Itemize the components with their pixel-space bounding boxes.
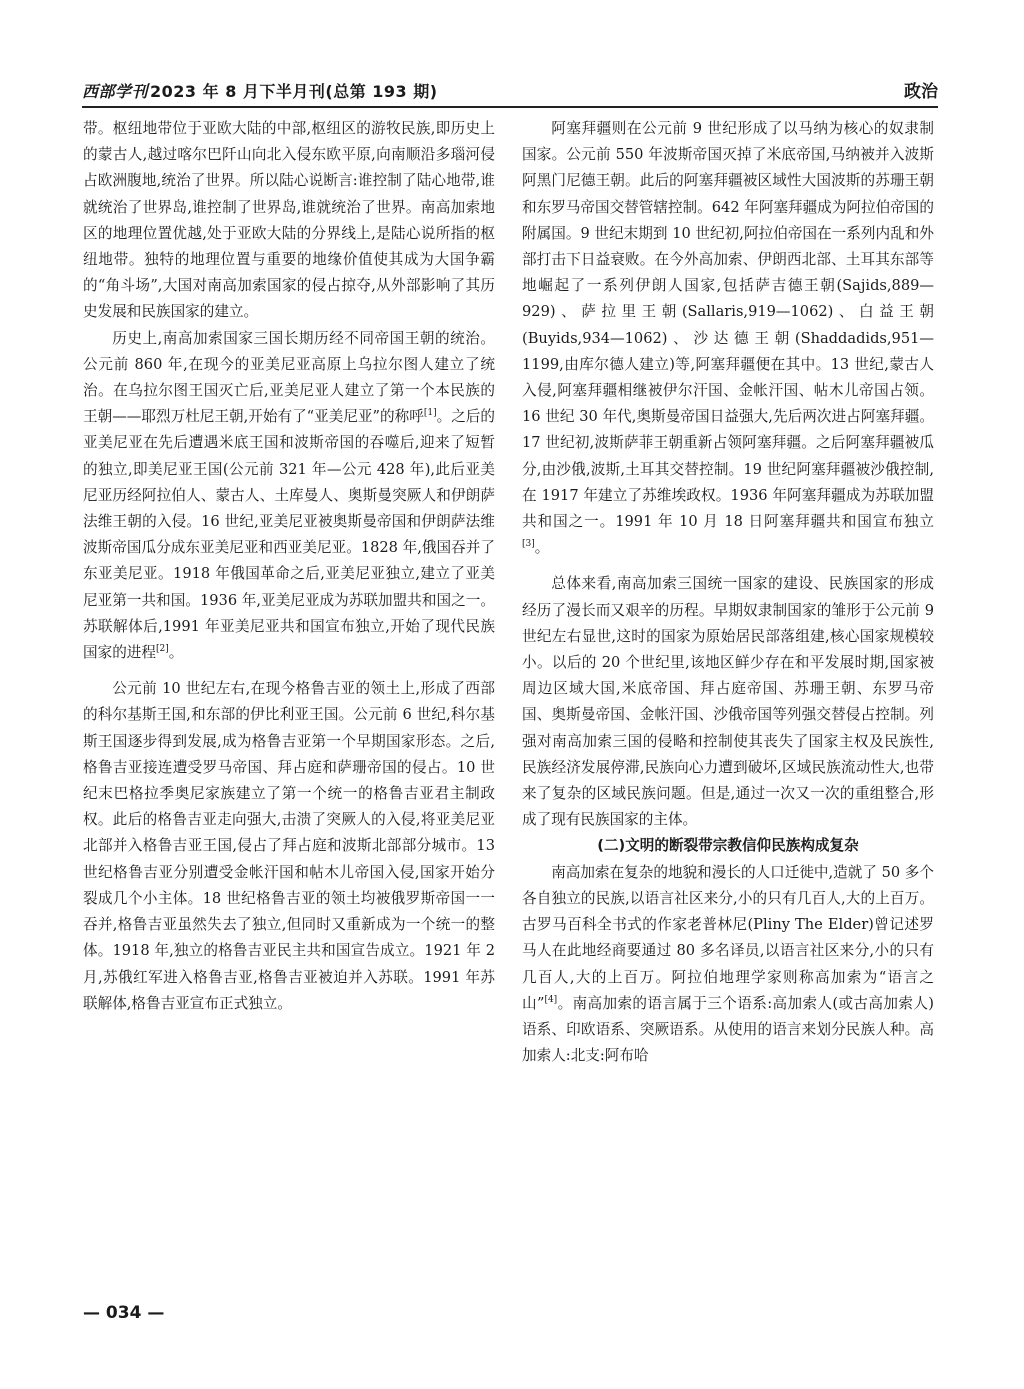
citation: [2] (155, 644, 169, 655)
journal-issue (82, 79, 438, 102)
page-number: — 034 — (83, 1303, 165, 1323)
issue-label: 2023 年 8 月下半月刊(总第 193 期) (150, 82, 438, 101)
citation: [3] (522, 539, 535, 550)
paragraph: 南高加索在复杂的地貌和漫长的人口迁徙中,造就了 50 多个各自独立的民族,以语言社区来分,小的只有几百人,大的上百万。古罗马百科全书式的作家老普林尼(Pliny The Elder)曾记述罗马人在此地经商要通过 80 多名译员,以语言社区来分,小的只有几百人,大的上百万。阿拉伯地理学家则称高加索为“语言之山”[4]。南高加索的语言属于三个语系:高加索人(或古高加索人)语系、印欧语系、突厥语系。从使用的语言来划分民族人种。高加索人:北支:阿布哈 (522, 863, 934, 1065)
section-heading: (二)文明的断裂带宗教信仰民族构成复杂 (597, 837, 859, 855)
citation: [1] (423, 408, 437, 419)
section-label: 政治 (904, 82, 938, 102)
paragraph: 带。枢纽地带位于亚欧大陆的中部,枢纽区的游牧民族,即历史上的蒙古人,越过喀尔巴阡山向北入侵东欧平原,向南顺沿多瑙河侵占欧洲腹地,统治了世界。所以陆心说断言:谁控制了陆心地带,谁就统治了世界岛,谁控制了世界岛,谁就统治了世界。南高加索地区的地理位置优越,处于亚欧大陆的分界线上,是陆心说所指的枢纽地带。独特的地理位置与重要的地缘价值使其成为大国争霸的“角斗场”,大国对南高加索国家的侵占掠夺,从外部影响了其历史发展和民族国家的建立。 (83, 120, 495, 321)
paragraph: 阿塞拜疆则在公元前 9 世纪形成了以马纳为核心的奴隶制国家。公元前 550 年波斯帝国灭掉了米底帝国,马纳被并入波斯阿黑门尼德王朝。此后的阿塞拜疆被区域性大国波斯的苏珊王朝和东罗马帝国交替管辖控制。642 年阿塞拜疆成为阿拉伯帝国的附属国。9 世纪末期到 10 世纪初,阿拉伯帝国在一系列内乱和外部打击下日益衰败。在今外高加索、伊朗西北部、土耳其东部等地崛起了一系列伊朗人国家,包括萨吉德王朝(Sajids,889—929)、萨拉里王朝(Sallaris,919—1062)、白益王朝(Buyids,934—1062)、沙达德王朝(Shaddadids,951—1199,由库尔德人建立)等,阿塞拜疆便在其中。13 世纪,蒙古人入侵,阿塞拜疆相继被伊尔汗国、金帐汗国、帖木儿帝国占领。16 世纪 30 年代,奥斯曼帝国日益强大,先后两次进占阿塞拜疆。17 世纪初,波斯萨菲王朝重新占领阿塞拜疆。之后阿塞拜疆被瓜分,由沙俄,波斯,土耳其交替控制。19 世纪阿塞拜疆被沙俄控制,在 1917 年建立了苏维埃政权。1936 年阿塞拜疆成为苏联加盟共和国之一。1991 年 10 月 18 日阿塞拜疆共和国宣布独立[3]。 (522, 120, 934, 557)
running-header (82, 72, 938, 108)
right-column (522, 116, 934, 1069)
left-column (83, 116, 495, 1017)
journal-logo: 西部学刊 (82, 82, 149, 101)
citation: [4] (544, 994, 558, 1005)
paragraph: 公元前 10 世纪左右,在现今格鲁吉亚的领土上,形成了西部的科尔基斯王国,和东部的伊比利亚王国。公元前 6 世纪,科尔基斯王国逐步得到发展,成为格鲁吉亚第一个早期国家形态。之后,格鲁吉亚接连遭受罗马帝国、拜占庭和萨珊帝国的侵占。10 世纪末巴格拉季奥尼家族建立了第一个统一的格鲁吉亚君主制政权。此后的格鲁吉亚走向强大,击溃了突厥人的入侵,将亚美尼亚北部并入格鲁吉亚王国,侵占了拜占庭和波斯北部部分城市。13 世纪格鲁吉亚分别遭受金帐汗国和帖木儿帝国入侵,国家开始分裂成几个小主体。18 世纪格鲁吉亚的领土均被俄罗斯帝国一一吞并,格鲁吉亚虽然失去了独立,但同时又重新成为一个统一的整体。1918 年,独立的格鲁吉亚民主共和国宣告成立。1921 年 2 月,苏俄红军进入格鲁吉亚,格鲁吉亚被迫并入苏联。1991 年苏联解体,格鲁吉亚宣布正式独立。 (83, 680, 495, 1012)
paragraph: 历史上,南高加索国家三国长期历经不同帝国王朝的统治。公元前 860 年,在现今的亚美尼亚高原上乌拉尔图人建立了统治。在乌拉尔图王国灭亡后,亚美尼亚人建立了第一个本民族的王朝——耶烈万杜尼王朝,开始有了“亚美尼亚”的称呼[1]。之后的亚美尼亚在先后遭遇米底王国和波斯帝国的吞噬后,迎来了短暂的独立,即美尼亚王国(公元前 321 年—公元 428 年),此后亚美尼亚历经阿拉伯人、蒙古人、土库曼人、奥斯曼突厥人和伊朗萨法维王朝的入侵。16 世纪,亚美尼亚被奥斯曼帝国和伊朗萨法维波斯帝国瓜分成东亚美尼亚和西亚美尼亚。1828 年,俄国吞并了东亚美尼亚。1918 年俄国革命之后,亚美尼亚独立,建立了亚美尼亚第一共和国。1936 年,亚美尼亚成为苏联加盟共和国之一。苏联解体后,1991 年亚美尼亚共和国宣布独立,开始了现代民族国家的进程[2]。 (83, 329, 495, 662)
paragraph: 总体来看,南高加索三国统一国家的建设、民族国家的形成经历了漫长而又艰辛的历程。早期奴隶制国家的雏形于公元前 9 世纪左右显世,这时的国家为原始居民部落组建,核心国家规模较小。以后的 20 个世纪里,该地区鲜少存在和平发展时期,国家被周边区域大国,米底帝国、拜占庭帝国、苏珊王朝、东罗马帝国、奥斯曼帝国、金帐汗国、沙俄帝国等列强交替侵占控制。列强对南高加索三国的侵略和控制使其丧失了国家主权及民族性,民族经济发展停滞,民族向心力遭到破坏,区域民族流动性大,也带来了复杂的区域民族问题。但是,通过一次又一次的重组整合,形成了现有民族国家的主体。 (522, 575, 934, 829)
